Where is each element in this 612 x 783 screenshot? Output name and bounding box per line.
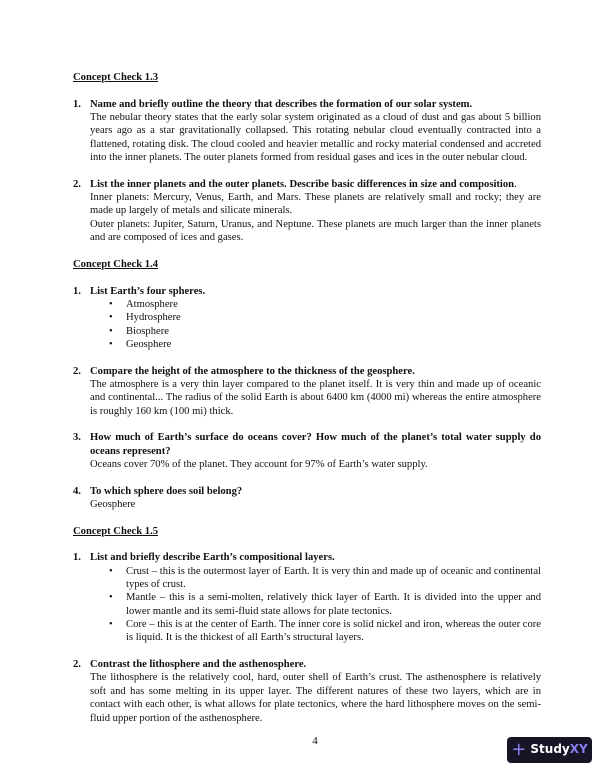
answer-text: The atmosphere is a very thin layer compared to the planet itself. It is very thin and made up of oceanic and continental... The radius of the solid Earth is about 6400 km (4000 mi) whereas the entire atmosphere is roughly 160 km (100 mi) thick. [90,378,541,417]
studyxy-logo[interactable] [507,737,592,763]
bullet-list [90,298,541,351]
answer-text: Inner planets: Mercury, Venus, Earth, and Mars. These planets are relatively small and rocky; they are made up largely of metals and silicate minerals. [90,192,541,217]
bullet-item: • Core – this is at the center of Earth. The inner core is solid nickel and iron, whereas the outer core is liquid. It is the thickest of all Earth’s structural layers. [90,618,541,645]
question-text: Name and briefly outline the theory that describes the formation of our solar system. [90,98,473,110]
question-number: 3. [73,432,81,444]
question [73,285,541,352]
bullet-item: • Crust – this is the outermost layer of Earth. It is very thin and made up of oceanic and continental types of crust. [90,565,541,592]
answer-text: The lithosphere is the relatively cool, hard, outer shell of Earth’s crust. The asthenosphere is relatively soft and has some melting in its upper layer. The different natures of these two layers, which are in contact with each other, is what allows for plate tectonics, where the hard lithosphere moves on the semi-fluid upper portion of the asthenosphere. [90,672,541,724]
logo-text-xy: XY [569,742,588,757]
answer-text: The nebular theory states that the early solar system originated as a cloud of dust and gas about 5 billion years ago as a star gravitationally collapsed. This rotating nebular cloud eventually contracted into a flattened, rotating disk. The cloud cooled and heavier metallic and rocky material condensed and accreted into the inner planets. The outer planets formed from residual gases and ices in the outer nebular cloud. [90,112,541,164]
question [73,178,541,245]
question-text-content: List the inner planets and the outer planets. Describe basic differences in size and composition [90,178,515,190]
document-body [73,71,541,738]
question [73,431,541,471]
question-number: 1. [73,98,81,110]
question-number: 2. [73,365,81,377]
question-text: List Earth’s four spheres. [90,285,206,297]
bullet-item: • Atmosphere [90,298,541,311]
question-number: 2. [73,178,81,190]
answer-text: Oceans cover 70% of the planet. They account for 97% of Earth’s water supply. [90,458,428,470]
question-number: 1. [73,552,81,564]
question-text: To which sphere does soil belong? [90,485,243,497]
question [73,485,541,512]
section-title: Concept Check 1.3 [73,72,159,83]
question-number: 1. [73,285,81,297]
question-number: 2. [73,659,81,671]
page-number: 4 [312,735,318,747]
plus-icon: + [511,739,527,760]
question [73,551,541,644]
question-text: Compare the height of the atmosphere to the thickness of the geosphere. [90,365,415,377]
question [73,365,541,418]
question-text: List the inner planets and the outer planets. Describe basic differences in size and composition. [90,178,517,190]
question-number: 4. [73,485,81,497]
logo-text [530,743,587,756]
answer-text: Geosphere [90,499,136,510]
question [73,98,541,165]
bullet-item: • Biosphere [90,325,541,338]
bullet-item: • Geosphere [90,338,541,351]
section-title: Concept Check 1.5 [73,525,159,537]
section-title: Concept Check 1.4 [73,258,159,270]
bullet-item: • Hydrosphere [90,311,541,324]
logo-text-study: Study [530,742,570,757]
question-text: Contrast the lithosphere and the asthenosphere. [90,659,307,671]
bullet-list [90,565,541,645]
question-text: List and briefly describe Earth’s compositional layers. [90,552,335,564]
bullet-item: • Mantle – this is a semi-molten, relatively thick layer of Earth. It is divided into the upper and lower mantle and its semi-fluid state allows for plate tectonics. [90,591,541,618]
answer-text: Outer planets: Jupiter, Saturn, Uranus, and Neptune. These planets are much larger than the inner planets and are composed of ices and gases. [90,218,541,244]
question [73,658,541,725]
question-text: How much of Earth’s surface do oceans cover? How much of the planet’s total water supply do oceans represent? [90,432,541,457]
